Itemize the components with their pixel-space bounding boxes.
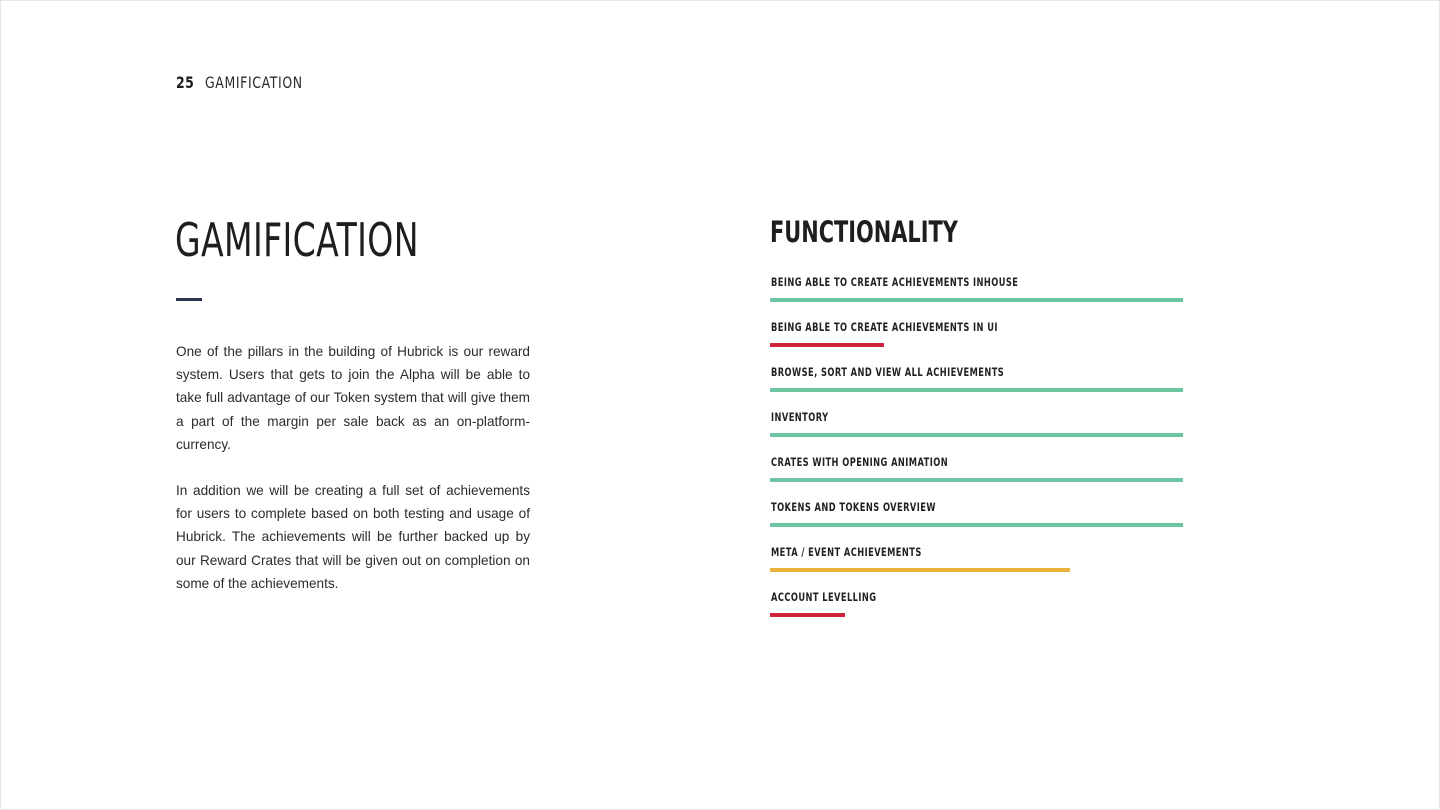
feature-label: META / EVENT ACHIEVEMENTS [771, 545, 922, 559]
feature-item [770, 274, 1184, 319]
progress-track [770, 343, 1183, 347]
progress-bar [770, 343, 884, 347]
feature-label: CRATES WITH OPENING ANIMATION [771, 455, 949, 469]
section-name: GAMIFICATION [205, 73, 304, 92]
feature-label: BEING ABLE TO CREATE ACHIEVEMENTS IN UI [771, 320, 998, 334]
progress-bar [770, 433, 1183, 437]
progress-bar [770, 523, 1183, 527]
feature-label: BROWSE, SORT AND VIEW ALL ACHIEVEMENTS [771, 365, 1005, 379]
paragraph-achievements: In addition we will be creating a full set of achievements for users to complete based on both testing and usage of Hubrick. The achievements will be further backed up by our Reward Crates that will be given out on completion on some of the achievements. [176, 483, 530, 591]
progress-track [770, 433, 1183, 437]
feature-label: INVENTORY [771, 410, 829, 424]
feature-label: ACCOUNT LEVELLING [771, 590, 877, 604]
progress-track [770, 478, 1183, 482]
feature-item [770, 319, 1184, 364]
progress-bar [770, 478, 1183, 482]
feature-label: BEING ABLE TO CREATE ACHIEVEMENTS INHOUSE [771, 275, 1019, 289]
page-header [176, 73, 331, 95]
feature-item [770, 454, 1184, 499]
feature-list [770, 274, 1184, 634]
progress-track [770, 298, 1183, 302]
feature-item [770, 589, 1184, 634]
feature-item [770, 364, 1184, 409]
feature-item [770, 499, 1184, 544]
progress-track [770, 388, 1183, 392]
progress-bar [770, 613, 845, 617]
page-title: GAMIFICATION [175, 213, 419, 267]
page-number: 25 [176, 73, 195, 92]
progress-bar [770, 388, 1183, 392]
progress-bar [770, 568, 1070, 572]
progress-track [770, 613, 1183, 617]
progress-track [770, 523, 1183, 527]
progress-bar [770, 298, 1183, 302]
title-divider [176, 298, 202, 301]
functionality-title: FUNCTIONALITY [770, 215, 958, 249]
paragraph-rewards: One of the pillars in the building of Hubrick is our reward system. Users that gets to join the Alpha will be able to take full advantage of our Token system that will give them a part of the margin per sale back as an on-platform-currency. [176, 344, 530, 452]
feature-item [770, 409, 1184, 454]
feature-item [770, 544, 1184, 589]
body-text [176, 340, 530, 595]
progress-track [770, 568, 1183, 572]
feature-label: TOKENS AND TOKENS OVERVIEW [771, 500, 936, 514]
